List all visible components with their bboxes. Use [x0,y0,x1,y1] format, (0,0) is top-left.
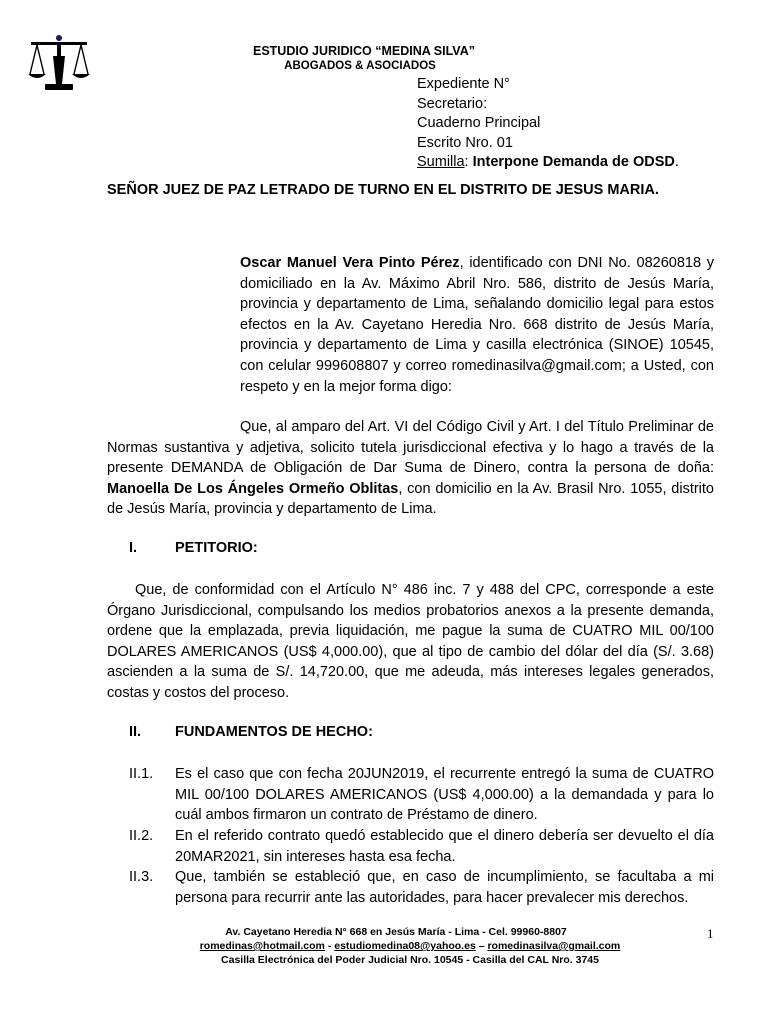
sumilla-text: Interpone Demanda de ODSD [472,154,675,170]
fact-item-text: Que, también se estableció que, en caso de incumplimiento, se facultaba a mi persona para recurrir ante las autoridades, para hacer prevalecer mis derechos. [175,869,714,906]
addressee: SEÑOR JUEZ DE PAZ LETRADO DE TURNO EN EL DISTRITO DE JESUS MARIA. [107,182,659,198]
escrito-line: Escrito Nro. 01 [417,134,513,151]
intro-text: , identificado con DNI No. 08260818 y domiciliado en la Av. Máximo Abril Nro. 586, distrito de Jesús María, provincia y departamento de Lima, señalando domicilio legal para estos efectos en la Av. Cayetano Heredia Nro. 668 distrito de Jesús María, provincia y departamento de Lima y casilla electrónica (SINOE) 10545, con celular 999608807 y correo romedinasilva@gmail.com; a Usted, con respeto y en la mejor forma digo: [240,255,714,395]
section2-number: II. [129,724,142,740]
fact-item-number: II.3. [129,869,154,885]
sumilla-label: Sumilla [417,154,465,170]
fact-item-text: Es el caso que con fecha 20JUN2019, el recurrente entregó la suma de CUATRO MIL 00/100 DOLARES AMERICANOS (US$ 4,000.00) a la demandada y para lo cuál ambos firmaron un contrato de Préstamo de dinero. [175,766,714,824]
request-text-a: Que, al amparo del Art. VI del Código Civil y Art. I del Título Preliminar de Normas sustantiva y adjetiva, solicito tutela jurisdiccional efectiva y lo hago a través de la presente DEMANDA de Obligación de Dar Suma de Dinero, contra la persona de doña: [107,419,714,477]
footer-casilla: Casilla Electrónica del Poder Judicial Nro. 10545 - Casilla del CAL Nro. 3745 [221,954,599,966]
page-number: 1 [707,926,714,941]
section1-title: PETITORIO: [175,540,258,556]
cuaderno-line: Cuaderno Principal [417,115,541,131]
petitorio-paragraph [107,580,714,704]
petitorio-text: Que, de conformidad con el Artículo N° 486 inc. 7 y 488 del CPC, corresponde a este Órgano Jurisdiccional, compulsando los medios probatorios anexos a la presente demanda, ordene que la emplazada, previa liquidación, me pague la suma de CUATRO MIL 00/100 DOLARES AMERICANOS (US$ 4,000.00), que al tipo de cambio del dólar del día (S/. 3.68) ascienden a la suma de S/. 14,720.00, que me adeuda, más intereses legales generados, costas y costos del proceso. [107,582,714,701]
fact-item-number: II.1. [129,766,154,782]
section1-number: I. [129,540,138,556]
fact-item-number: II.2. [129,828,154,844]
firm-name: ESTUDIO JURIDICO “MEDINA SILVA” [252,44,475,58]
footer-emails [0,940,768,954]
case-metadata [417,75,679,173]
expediente-line: Expediente N° [417,76,510,92]
footer-email-hotmail[interactable]: romedinas@hotmail.com [199,940,325,952]
fact-item-text: En el referido contrato quedó establecido que el dinero debería ser devuelto el día 20MAR2021, sin intereses hasta esa fecha. [175,828,714,865]
sumilla-end: . [674,154,679,170]
request-text-b: , con domicilio en la Av. Brasil Nro. 1055, distrito de Jesús María, provincia y departamento de Lima. [107,480,714,518]
plaintiff-name: Oscar Manuel Vera Pinto Pérez [240,255,460,271]
secretario-line: Secretario: [417,95,488,112]
intro-paragraph [240,253,714,397]
request-paragraph [107,417,714,520]
sumilla-line [417,153,679,173]
footer-email-yahoo[interactable]: estudiomedina08@yahoo.es [334,940,476,952]
footer-separator: – [475,940,488,952]
footer-separator: - [324,940,335,952]
footer-address: Av. Cayetano Heredia N° 668 en Jesús María - Lima - Cel. 99960-8807 [225,926,567,938]
section2-title: FUNDAMENTOS DE HECHO: [175,724,373,740]
footer-email-gmail[interactable]: romedinasilva@gmail.com [487,940,621,952]
firm-subtitle: ABOGADOS & ASOCIADOS [284,60,436,72]
sumilla-separator: : [464,154,473,170]
defendant-name: Manoella De Los Ángeles Ormeño Oblitas [107,480,399,497]
